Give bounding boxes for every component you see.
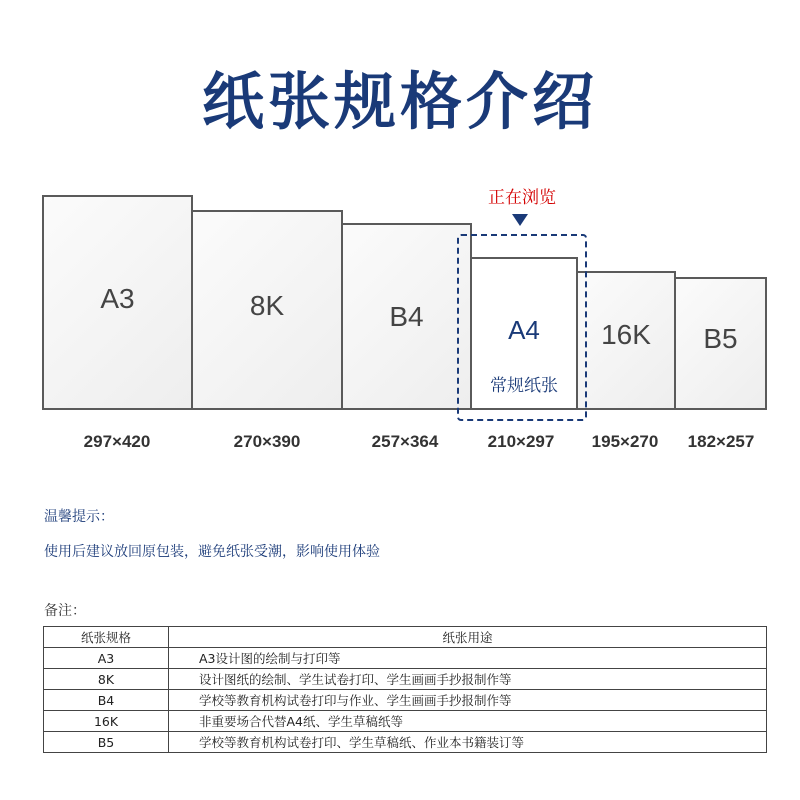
browsing-label: 正在浏览 [488, 188, 556, 208]
sheet-dims: 257×364 [371, 432, 439, 451]
sheet-label: A4 [508, 315, 540, 345]
sheet-a3 [42, 195, 193, 410]
sheet-dims: 182×257 [687, 432, 755, 451]
sheet-b4 [341, 223, 472, 410]
table-header-row [44, 627, 767, 648]
sheet-label: 8K [249, 290, 285, 321]
sheet-8k [191, 210, 343, 410]
table-cell-usage: 学校等教育机构试卷打印与作业、学生画画手抄报制作等 [169, 690, 767, 711]
sheet-16k [576, 271, 676, 410]
sheet-dims: 210×297 [487, 432, 555, 451]
sheet-dims: 270×390 [233, 432, 301, 451]
table-cell-usage: A3设计图的绘制与打印等 [169, 648, 767, 669]
tips-body: 使用后建议放回原包装，避免纸张受潮，影响使用体验 [44, 544, 380, 560]
sheet-label: 16K [601, 319, 651, 350]
table-cell-usage: 设计图纸的绘制、学生试卷打印、学生画画手抄报制作等 [169, 669, 767, 690]
sheet-label: A3 [100, 283, 135, 314]
sheet-label: B5 [703, 323, 738, 354]
table-cell-usage: 非重要场合代替A4纸、学生草稿纸等 [169, 711, 767, 732]
page-title: 纸张规格介绍 [201, 65, 598, 138]
table-row [44, 690, 767, 711]
table-row [44, 648, 767, 669]
table-row [44, 711, 767, 732]
sheet-b5 [674, 277, 767, 410]
sheet-sublabel: 常规纸张 [490, 376, 558, 396]
down-arrow-icon [512, 214, 528, 226]
table-cell-size: A3 [44, 648, 169, 669]
table-cell-size: 8K [44, 669, 169, 690]
spec-table [43, 626, 767, 753]
table-row [44, 732, 767, 753]
current-highlight-frame [457, 234, 587, 421]
table-cell-size: B5 [44, 732, 169, 753]
table-cell-size: B4 [44, 690, 169, 711]
table-header: 纸张用途 [169, 627, 767, 648]
table-cell-usage: 学校等教育机构试卷打印、学生草稿纸、作业本书籍装订等 [169, 732, 767, 753]
sheet-dims: 297×420 [83, 432, 151, 451]
note-label: 备注： [44, 603, 86, 619]
sheet-label: B4 [389, 301, 424, 332]
table-header: 纸张规格 [44, 627, 169, 648]
sheet-dims: 195×270 [591, 432, 659, 451]
table-row [44, 669, 767, 690]
table-cell-size: 16K [44, 711, 169, 732]
tips-heading: 温馨提示： [44, 509, 114, 525]
